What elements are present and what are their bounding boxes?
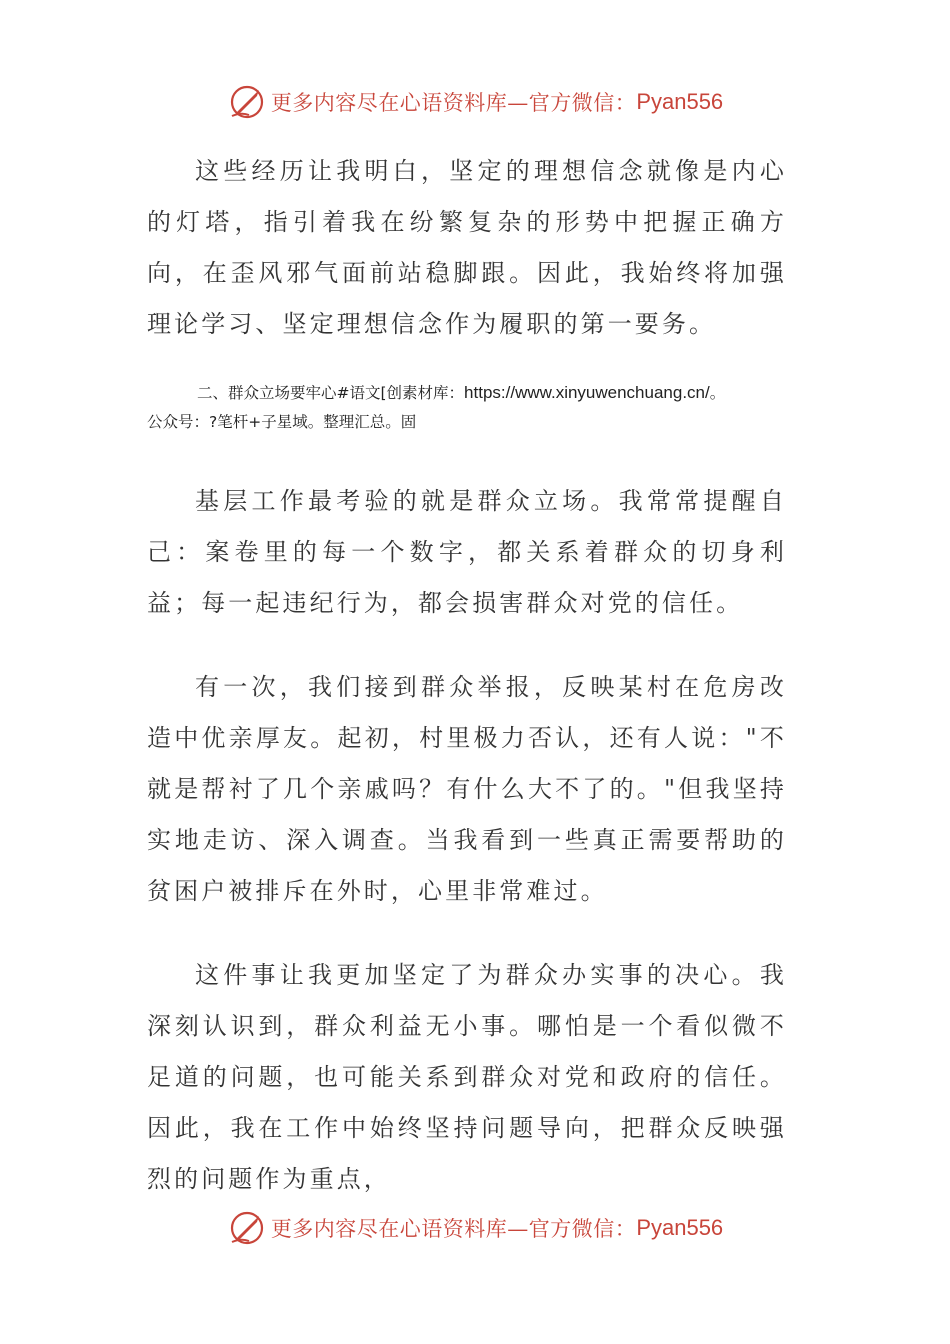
paragraph-3: 有一次，我们接到群众举报，反映某村在危房改造中优亲厚友。起初，村里极力否认，还有人说："不就是帮衬了几个亲戚吗？有什么大不了的。"但我坚持实地走访、深入调查。当我看到一些真正需要帮助的贫困户被排斥在外时，心里非常难过。 [147,673,787,905]
paragraph-2: 基层工作最考验的就是群众立场。我常常提醒自己：案卷里的每一个数字，都关系着群众的切身利益；每一起违纪行为，都会损害群众对党的信任。 [147,487,787,617]
footer-banner [0,1208,950,1248]
paragraph-4: 这件事让我更加坚定了为群众办实事的决心。我深刻认识到，群众利益无小事。哪怕是一个看似微不足道的问题，也可能关系到群众对党和政府的信任。因此，我在工作中始终坚持问题导向，把群众反映强烈的问题作为重点， [147,961,787,1193]
document-body [147,146,787,350]
heading-line-2: 公众号：?笔杆+子星域。整理汇总。固 [147,413,417,431]
paragraph-1: 这些经历让我明白，坚定的理想信念就像是内心的灯塔，指引着我在纷繁复杂的形势中把握正确方向，在歪风邪气面前站稳脚跟。因此，我始终将加强理论学习、坚定理想信念作为履职的第一要务。 [147,157,787,338]
section-heading [147,378,807,437]
header-banner [0,82,950,122]
document-body-continued [147,476,787,1205]
heading-url[interactable]: https://www.xinyuwenchuang.cn/ [464,383,710,402]
pen-logo-icon [227,82,267,122]
banner-wechat-id: Pyan556 [636,1215,724,1240]
banner-wechat-id: Pyan556 [636,89,724,114]
banner-text: 更多内容尽在心语资料库—官方微信： [270,1217,637,1241]
heading-prefix: 二、群众立场要牢心#语文[创素材库： [197,384,465,402]
banner-text: 更多内容尽在心语资料库—官方微信： [270,91,637,115]
heading-suffix: 。 [709,384,726,402]
pen-logo-icon [227,1208,267,1248]
